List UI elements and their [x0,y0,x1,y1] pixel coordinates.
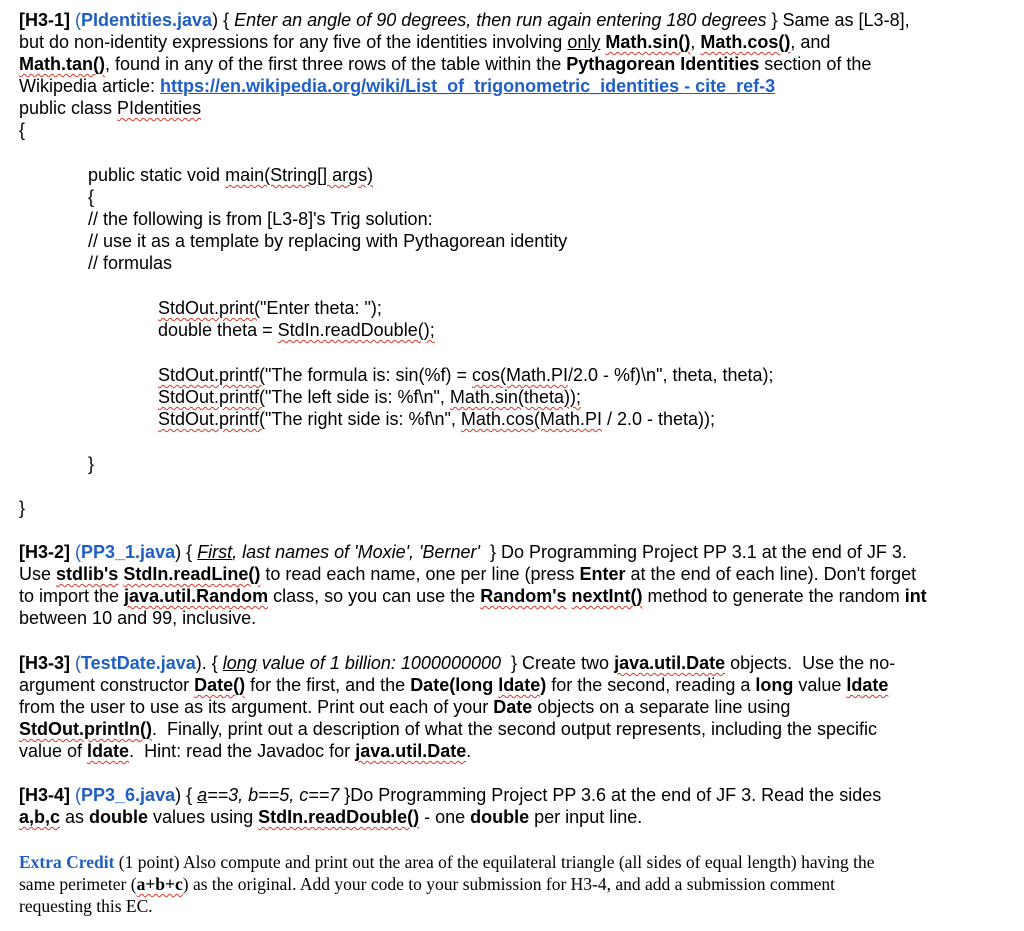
filename: TestDate.java [81,653,196,673]
code-comment: // formulas [88,253,173,273]
filename: PP3_1.java [81,542,176,562]
task-tag: [H3-1] [19,10,71,30]
task-tag: [H3-4] [19,785,71,805]
wikipedia-link[interactable]: https://en.wikipedia.org/wiki/List_of_trigonometric_identities - cite_ref-3 [160,76,776,96]
h31-line-1: [H3-1] (PIdentities.java) { Enter an angle of 90 degrees, then run again entering 180 degrees } Same as [L3-8], [19,10,910,30]
input-hint: , last names of 'Moxie', 'Berner' [232,542,480,562]
h31-line-4: Wikipedia article: https://en.wikipedia.org/wiki/List_of_trigonometric_identities - cite_ref-3 [19,76,776,96]
task-tag: [H3-3] [19,653,71,673]
h32-line-2: Use stdlib's StdIn.readLine() to read each name, one per line (press Enter at the end of each line). Don't forget [19,564,917,584]
code-brace: } [19,498,26,518]
code-line: StdOut.printf("The right side is: %f\n", Math.cos(Math.PI / 2.0 - theta)); [158,409,715,429]
h33-line-1: [H3-3] (TestDate.java). { long value of 1 billion: 1000000000 } Create two java.util.Date objects. Use the no- [19,653,896,673]
h32-line-3: to import the java.util.Random class, so you can use the Random's nextInt() method to generate the random int [19,586,927,606]
code-brace: } [88,454,95,474]
filename: PP3_6.java [81,785,176,805]
ec-line-1: Extra Credit (1 point) Also compute and print out the area of the equilateral triangle (all sides of equal length) having the [19,852,875,872]
code-main: public static void main(String[] args) [88,165,374,185]
code-brace: { [19,120,26,140]
h31-line-5: public class PIdentities [19,98,202,118]
task-tag: [H3-2] [19,542,71,562]
extra-credit-title: Extra Credit [19,852,115,872]
code-line: StdOut.printf("The formula is: sin(%f) = cos(Math.PI/2.0 - %f)\n", theta, theta); [158,365,774,385]
code-brace: { [88,187,95,207]
h33-line-5: value of ldate. Hint: read the Javadoc for java.util.Date. [19,741,472,761]
h31-line-2: but do non-identity expressions for any five of the identities involving only Math.sin(), Math.cos(), and [19,32,831,52]
h33-line-2: argument constructor Date() for the first, and the Date(long ldate) for the second, reading a long value ldate [19,675,889,695]
code-comment: // use it as a template by replacing with Pythagorean identity [88,231,568,251]
input-hint: value of 1 billion: 1000000000 [256,653,501,673]
h33-line-4: StdOut.println(). Finally, print out a description of what the second output represents, including the specific [19,719,878,739]
ec-line-3: requesting this EC. [19,896,153,916]
code-comment: // the following is from [L3-8]'s Trig solution: [88,209,433,229]
h32-line-4: between 10 and 99, inclusive. [19,608,257,628]
input-hint: Enter an angle of 90 degrees, then run again entering 180 degrees [234,10,767,30]
code-line: StdOut.printf("The left side is: %f\n", Math.sin(theta)); [158,387,581,407]
h34-line-1: [H3-4] (PP3_6.java) { a==3, b==5, c==7 }Do Programming Project PP 3.6 at the end of JF 3. Read the sides [19,785,882,805]
h31-line-3: Math.tan(), found in any of the first three rows of the table within the Pythagorean Identities section of the [19,54,872,74]
h33-line-3: from the user to use as its argument. Print out each of your Date objects on a separate line using [19,697,791,717]
filename: PIdentities.java [81,10,213,30]
input-hint: ==3, b==5, c==7 [207,785,340,805]
ec-line-2: same perimeter (a+b+c) as the original. Add your code to your submission for H3-4, and add a submission comment [19,874,836,894]
h32-line-1: [H3-2] (PP3_1.java) { First, last names of 'Moxie', 'Berner' } Do Programming Project PP 3.1 at the end of JF 3. [19,542,907,562]
code-line: double theta = StdIn.readDouble(); [158,320,435,340]
code-line: StdOut.print("Enter theta: "); [158,298,382,318]
h34-line-2: a,b,c as double values using StdIn.readDouble() - one double per input line. [19,807,643,827]
